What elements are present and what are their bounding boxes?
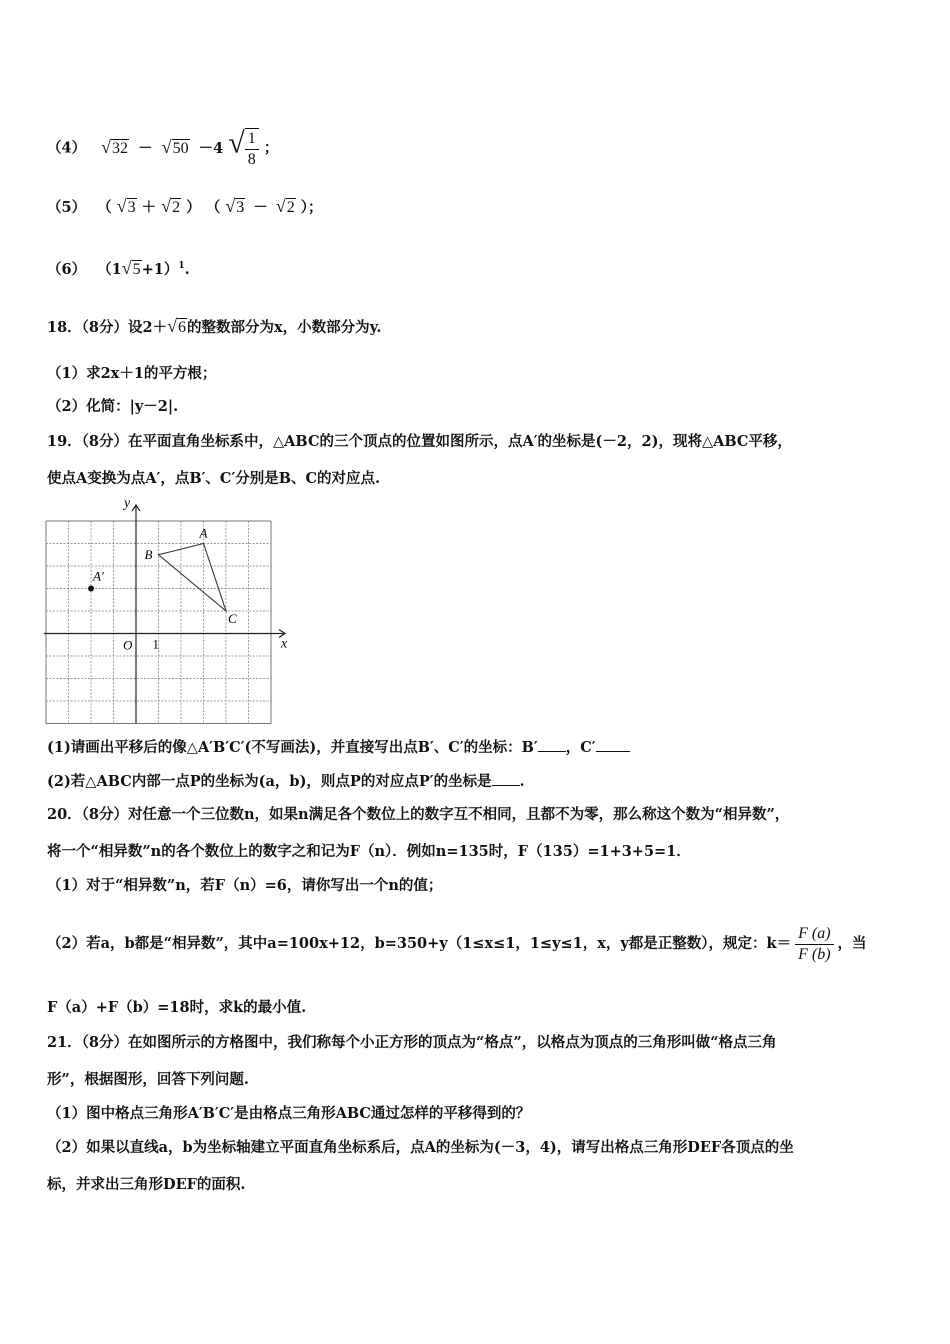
q17-part5: （5） （ √3 ＋ √2 ） （ √3 － √2 ）； [47, 196, 323, 216]
point-label-c: C [228, 611, 237, 626]
tick-label-one: 1 [152, 636, 159, 652]
q17-part4: （4） √32 － √50 －4 √ $\frac{1}{8}$ ； [47, 126, 279, 168]
q19-part1: (1)请画出平移后的像△A′B′C′(不写画法)，并直接写出点B′、C′的坐标：B′ ，C′ [47, 737, 630, 758]
q21-part2-line2: 标，并求出三角形DEF的面积. [47, 1176, 246, 1193]
point-a-prime [88, 586, 94, 592]
sqrt-32: √32 [101, 136, 129, 157]
k-fraction: $\frac{F (a)}{F (b)}$ [795, 924, 833, 965]
sqrt-3b: √3 [225, 196, 245, 216]
sqrt-6: √6 [167, 316, 186, 336]
answer-blank-c[interactable] [596, 737, 630, 752]
sqrt-3: √3 [116, 196, 136, 216]
sqrt-2: √2 [161, 196, 181, 216]
sqrt-2b: √2 [275, 196, 295, 216]
q21-part1: （1）图中格点三角形A′B′C′是由格点三角形ABC通过怎样的平移得到的？ [47, 1105, 531, 1122]
point-label-a-prime: A′ [93, 568, 104, 584]
q19-part2: (2)若△ABC内部一点P的坐标为(a，b)，则点P的对应点P′的坐标是 . [47, 773, 525, 790]
q19-line1: 19．（8分）在平面直角坐标系中，△ABC的三个顶点的位置如图所示，点A′的坐标是(－2，2)，现将△ABC平移， [47, 433, 792, 450]
q21-part2-line1: （2）如果以直线a，b为坐标轴建立平面直角坐标系后，点A的坐标为(－3，4)，请写出格点三角形DEF各顶点的坐 [47, 1139, 794, 1156]
q18-part2: （2）化简：|y－2|. [47, 398, 179, 415]
x-axis-label: x [281, 636, 288, 652]
q19-line2: 使点A变换为点A′，点B′、C′分别是B、C的对应点. [47, 470, 381, 487]
coordinate-grid-figure [40, 495, 300, 730]
sqrt-50: √50 [161, 136, 189, 157]
grid-lines [46, 521, 271, 724]
q17-part6: （6） $(1√5+1)^1$. [47, 257, 190, 278]
answer-blank-p[interactable] [492, 771, 520, 786]
triangle-abc [159, 544, 227, 612]
sqrt-5: √5 [121, 257, 141, 278]
sqrt-fraction: √ $\frac{1}{8}$ [228, 128, 258, 170]
q21-line2: 形”，根据图形，回答下列问题. [47, 1071, 249, 1088]
q20-line2: 将一个“相异数”n的各个数位上的数字之和记为F（n）．例如n=135时，F（135）=1+3+5=1． [47, 843, 691, 860]
q18-part1: （1）求2x＋1的平方根； [47, 365, 217, 382]
q21-line1: 21．（8分）在如图所示的方格图中，我们称每个小正方形的顶点为“格点”，以格点为顶点的三角形叫做“格点三角 [47, 1034, 777, 1051]
y-axis-label: y [124, 496, 131, 511]
point-label-a: A [199, 525, 208, 541]
q20-part2: （2）若a，b都是“相异数”，其中a=100x+12，b=350+y（1≤x≤1，1≤y≤1，x，y都是正整数），规定：k＝ $\frac{F (a)}{F (b)}$ ，当 [47, 924, 867, 963]
point-label-b: B [144, 546, 153, 562]
q20-line1: 20．（8分）对任意一个三位数n，如果n满足各个数位上的数字互不相同，且都不为零，那么称这个数为“相异数”， [47, 806, 790, 823]
q20-part1: （1）对于“相异数”n，若F（n）=6，请你写出一个n的值； [47, 877, 443, 894]
origin-label: O [123, 637, 133, 653]
q18-heading: 18．（8分）设2＋√6的整数部分为x，小数部分为y. [47, 316, 382, 336]
axes [44, 496, 288, 724]
q20-part2-cont: F（a）+F（b）=18时，求k的最小值. [47, 999, 307, 1016]
answer-blank-b[interactable] [538, 737, 566, 752]
